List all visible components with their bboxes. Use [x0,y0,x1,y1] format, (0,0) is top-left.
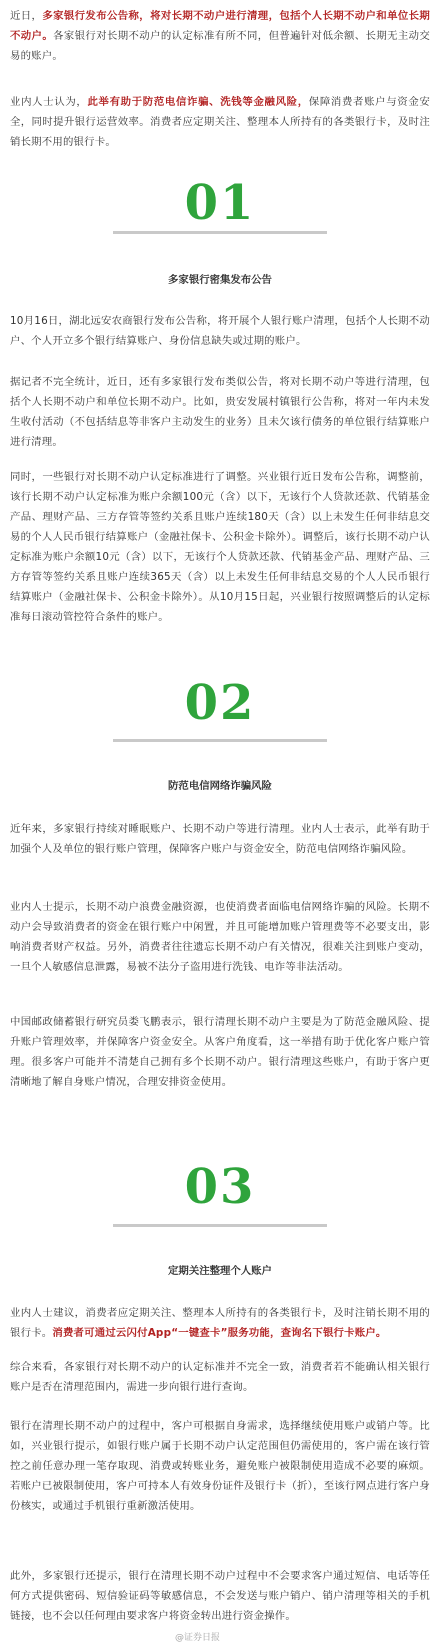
section-3-p1-lead: 业内人士建议，消费者应定期关注、整理本人所持有的各类银行卡，及时注销长期不用的银行卡。 [10,1307,430,1339]
section-3-paragraph-1 [10,1303,430,1343]
section-3-paragraph-2: 综合来看，各家银行对长期不动户的认定标准并不完全一致，消费者若不能确认相关银行账户是否在清理范围内，需进一步向银行进行查询。 [10,1361,430,1393]
section-1-paragraph-1: 10月16日，湖北远安农商银行发布公告称，将开展个人银行账户清理，包括个人长期不动户、个人开立多个银行结算账户、身份信息缺失或过期的账户。 [10,315,430,347]
section-3-paragraph-4: 此外，多家银行还提示，银行在清理长期不动户过程中不会要求客户通过短信、电话等任何方式提供密码、短信验证码等敏感信息，不会发送与账户销户、销户清理等相关的手机链接，也不会以任何理由要求客户将资金转出进行资金操作。 [10,1570,430,1622]
section-3-paragraph-3: 银行在清理长期不动户的过程中，客户可根据自身需求，选择继续使用账户或销户等。比如，兴业银行提示，如银行账户属于长期不动户认定范围但仍需使用的，客户需在该行管控之前任意办理一笔存取现、消费或转账业务，避免账户被限制使用造成不必要的麻烦。若账户已被限制使用，客户可持本人有效身份证件及银行卡（折），至该行网点进行客户身份核实，或通过手机银行重新激活使用。 [10,1420,430,1512]
section-1-paragraph-2: 据记者不完全统计，近日，还有多家银行发布类似公告，将对长期不动户等进行清理，包括个人长期不动户和单位长期不动户。比如，贵安发展村镇银行公告称，将对一年内未发生收付活动（不包括结息等非客户主动发生的业务）且未欠该行债务的单位银行结算账户进行清理。 [10,376,430,448]
section-1-number: 01 [184,175,256,231]
section-2-paragraph-1: 近年来，多家银行持续对睡眠账户、长期不动户等进行清理。业内人士表示，此举有助于加强个人及单位的银行账户管理，保障客户账户与资金安全，防范电信网络诈骗风险。 [10,823,430,855]
section-2-divider [113,739,327,742]
section-2-number: 02 [184,675,256,731]
section-3-number: 03 [184,1159,256,1215]
intro-2-lead: 业内人士认为， [10,96,88,108]
section-2-paragraph-2: 业内人士提示，长期不动户浪费金融资源，也使消费者面临电信网络诈骗的风险。长期不动户会导致消费者的资金在银行账户中闲置，并且可能增加账户管理费等不必要支出，影响消费者财产权益。另外，消费者往往遗忘长期不动户有关情况，很难关注到账户变动，一旦个人敏感信息泄露，易被不法分子盗用进行洗钱、电诈等非法活动。 [10,901,430,973]
section-3-p1-highlight: 消费者可通过云闪付App“一键查卡”服务功能，查询名下银行卡账户。 [52,1327,387,1339]
section-2-title: 防范电信网络诈骗风险 [168,780,272,792]
intro-1-highlight: 多家银行发布公告称，将对长期不动户进行清理，包括个人长期不动户和单位长期不动户。 [10,10,430,42]
section-1-paragraph-3: 同时，一些银行对长期不动户认定标准进行了调整。兴业银行近日发布公告称，调整前，该行长期不动户认定标准为账户余额100元（含）以下，无该行个人贷款还款、代销基金产品、理财产品、三方存管等签约关系且账户连续180天（含）以上未发生任何非结息交易的个人人民币银行结算账户（金融社保卡、公积金卡除外）。调整后，该行长期不动户认定标准为账户余额10元（含）以下，无该行个人贷款还款、代销基金产品、理财产品、三方存管等签约关系且账户连续365天（含）以上未发生任何非结息交易的个人人民币银行结算账户（金融社保卡、公积金卡除外）。从10月15日起，兴业银行按照调整后的认定标准每日滚动管控符合条件的账户。 [10,471,430,623]
section-2-paragraph-3: 中国邮政储蓄银行研究员娄飞鹏表示，银行清理长期不动户主要是为了防范金融风险、提升账户管理效率，并保障客户资金安全。从客户角度看，这一举措有助于优化客户账户管理。很多客户可能并不清楚自己拥有多个长期不动户。银行清理这些账户，有助于客户更清晰地了解自身账户情况，合理安排资金使用。 [10,1016,430,1088]
section-1-title: 多家银行密集发布公告 [168,274,272,286]
intro-paragraph-2 [10,92,430,152]
intro-2-highlight: 此举有助于防范电信诈骗、洗钱等金融风险， [87,96,309,108]
intro-1-tail: 各家银行对长期不动户的认定标准有所不同，但普遍针对低余额、长期无主动交易的账户。 [10,30,430,62]
section-3-title: 定期关注整理个人账户 [168,1265,272,1277]
section-1-divider [113,231,327,234]
section-3-divider [113,1224,327,1227]
intro-1-lead: 近日， [10,10,43,22]
intro-paragraph-1 [10,6,430,66]
source-watermark: @证券日报 [175,1633,221,1643]
intro-2-tail: 保障消费者账户与资金安全，同时提升银行运营效率。消费者应定期关注、整理本人所持有的各类银行卡，及时注销长期不用的银行卡。 [10,96,431,148]
